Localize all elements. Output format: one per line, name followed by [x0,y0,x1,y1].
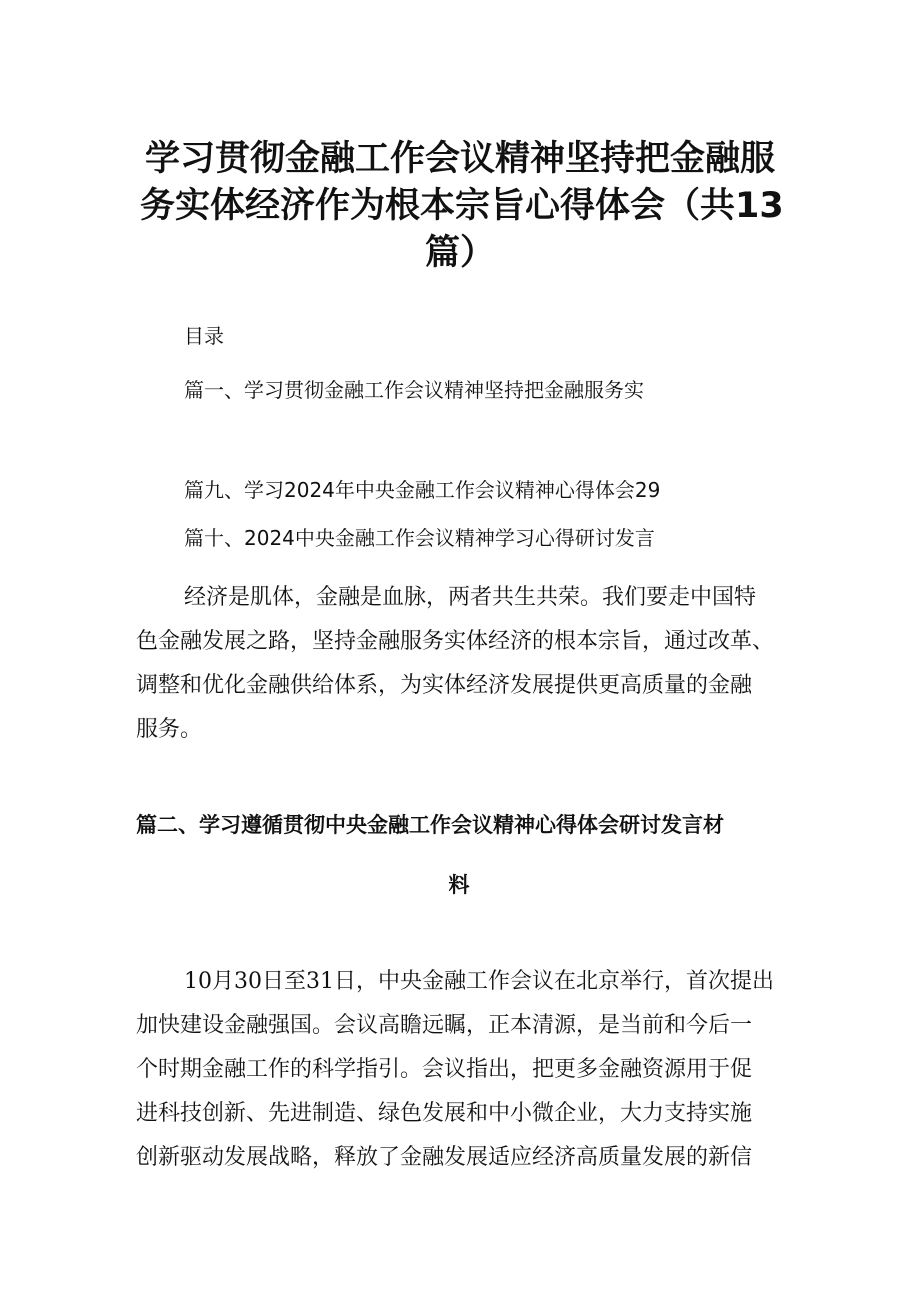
document-title [140,136,784,277]
heading-line: 篇二、学习遵循贯彻中央金融工作会议精神心得体会研讨发言材 [136,813,724,837]
toc-label: 目录 [184,324,224,348]
paragraph-line: 经济是肌体，金融是血脉，两者共生共荣。我们要走中国特 [184,585,757,610]
paragraph-line: 调整和优化金融供给体系，为实体经济发展提供更高质量的金融 [136,673,753,698]
body-paragraph [136,960,796,1180]
paragraph-line: 10月30日至31日，中央金融工作会议在北京举行，首次提出 [184,969,774,994]
intro-paragraph [136,576,796,752]
paragraph-line: 创新驱动发展战略，释放了金融发展适应经济高质量发展的新信 [136,1145,753,1170]
paragraph-line: 进科技创新、先进制造、绿色发展和中小微企业，大力支持实施 [136,1101,753,1126]
heading-line: 料 [448,873,470,897]
title-line: 务实体经济作为根本宗旨心得体会（共13 [140,186,784,226]
paragraph-line: 个时期金融工作的科学指引。会议指出，把更多金融资源用于促 [136,1057,753,1082]
paragraph-line: 服务。 [136,717,203,742]
toc-item-chapter-10[interactable]: 篇十、2024中央金融工作会议精神学习心得研讨发言 [184,526,655,550]
title-line: 篇） [424,233,495,273]
paragraph-line: 色金融发展之路，坚持金融服务实体经济的根本宗旨，通过改革、 [136,629,775,654]
toc-item-chapter-1[interactable]: 篇一、学习贯彻金融工作会议精神坚持把金融服务实 [184,378,644,402]
toc-item-chapter-9[interactable]: 篇九、学习2024年中央金融工作会议精神心得体会29 [184,478,661,502]
paragraph-line: 加快建设金融强国。会议高瞻远瞩，正本清源，是当前和今后一 [136,1013,753,1038]
title-line: 学习贯彻金融工作会议精神坚持把金融服 [144,139,775,179]
section-heading-chapter-2 [136,812,776,898]
